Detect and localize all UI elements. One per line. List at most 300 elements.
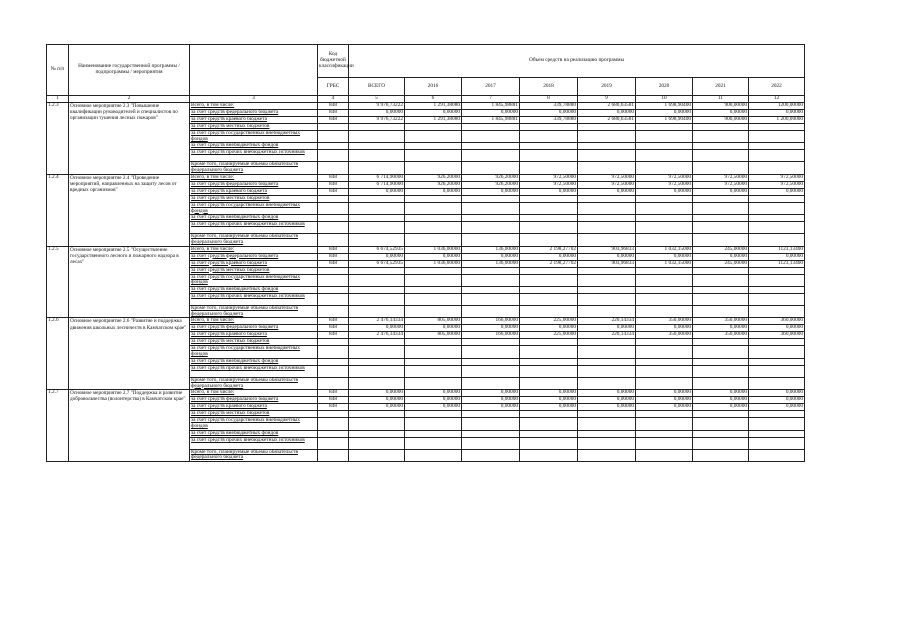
amount-cell bbox=[693, 162, 749, 174]
amount-cell bbox=[636, 124, 693, 131]
activity-index: 1.2.7 bbox=[47, 390, 69, 462]
amount-cell bbox=[749, 294, 805, 306]
amount-cell bbox=[520, 358, 578, 365]
grbs-code-cell bbox=[318, 150, 349, 162]
amount-cell: 0,00000 bbox=[349, 390, 405, 397]
amount-cell bbox=[462, 215, 520, 222]
amount-cell bbox=[578, 377, 636, 389]
amount-cell bbox=[462, 430, 520, 437]
amount-cell bbox=[520, 234, 578, 246]
amount-cell: 245,00000 bbox=[693, 260, 749, 267]
column-number-cell: 8 bbox=[520, 96, 578, 103]
amount-cell bbox=[405, 430, 462, 437]
grbs-code-cell bbox=[318, 124, 349, 131]
grbs-code-cell bbox=[318, 267, 349, 274]
amount-cell: 6 714,90000 bbox=[349, 174, 405, 181]
funding-source-label: за счет средств краевого бюджета bbox=[190, 117, 318, 124]
grbs-code-cell: 848 bbox=[318, 117, 349, 124]
amount-cell: 0,00000 bbox=[578, 188, 636, 195]
amount-cell: 0,00000 bbox=[693, 188, 749, 195]
amount-cell bbox=[693, 143, 749, 150]
amount-cell: 805,00000 bbox=[405, 332, 462, 339]
header-year-2020: 2020 bbox=[636, 78, 693, 96]
amount-cell bbox=[405, 437, 462, 449]
amount-cell: 350,00000 bbox=[693, 332, 749, 339]
header-volume: Объем средств на реализацию программы bbox=[349, 45, 805, 78]
funding-source-label: Кроме того, планируемые объемы обязательств федерального бюджета bbox=[190, 306, 318, 318]
amount-cell: 972,50000 bbox=[520, 181, 578, 188]
amount-cell bbox=[349, 411, 405, 418]
amount-cell bbox=[636, 306, 693, 318]
grbs-code-cell: 848 bbox=[318, 390, 349, 397]
amount-cell: 0,00000 bbox=[462, 397, 520, 404]
funding-source-label: за счет средств прочих внебюджетных источников bbox=[190, 150, 318, 162]
amount-cell bbox=[636, 437, 693, 449]
amount-cell: 350,00000 bbox=[636, 332, 693, 339]
amount-cell bbox=[462, 377, 520, 389]
grbs-code-cell bbox=[318, 365, 349, 377]
funding-source-label: за счет средств государственных внебюджетных фондов bbox=[190, 131, 318, 143]
amount-cell bbox=[462, 358, 520, 365]
amount-cell: 9 976,73222 bbox=[349, 117, 405, 124]
funding-source-label: Всего, в том числе: bbox=[190, 174, 318, 181]
amount-cell bbox=[749, 274, 805, 286]
grbs-code-cell: 848 bbox=[318, 188, 349, 195]
grbs-code-cell bbox=[318, 287, 349, 294]
amount-cell bbox=[520, 131, 578, 143]
grbs-code-cell bbox=[318, 346, 349, 358]
grbs-code-cell bbox=[318, 195, 349, 202]
funding-source-label: за счет средств внебюджетных фондов bbox=[190, 358, 318, 365]
funding-source-label: за счет средств федерального бюджета bbox=[190, 110, 318, 117]
amount-cell: 1123,13400 bbox=[749, 246, 805, 253]
amount-cell bbox=[462, 131, 520, 143]
amount-cell bbox=[405, 306, 462, 318]
amount-cell bbox=[636, 222, 693, 234]
funding-source-label: за счет средств внебюджетных фондов bbox=[190, 143, 318, 150]
amount-cell: 0,00000 bbox=[749, 390, 805, 397]
amount-cell bbox=[749, 437, 805, 449]
amount-cell: 972,50000 bbox=[749, 181, 805, 188]
amount-cell bbox=[349, 267, 405, 274]
funding-source-label: Всего, в том числе: bbox=[190, 318, 318, 325]
amount-cell bbox=[636, 274, 693, 286]
amount-cell bbox=[520, 294, 578, 306]
activity-index: 1.2.6 bbox=[47, 318, 69, 390]
amount-cell bbox=[520, 411, 578, 418]
amount-cell bbox=[578, 430, 636, 437]
funding-source-label: Всего, в том числе: bbox=[190, 246, 318, 253]
amount-cell bbox=[636, 377, 693, 389]
amount-cell bbox=[520, 339, 578, 346]
amount-cell: 972,50000 bbox=[520, 174, 578, 181]
amount-cell bbox=[693, 202, 749, 214]
activity-index: 1.2.5 bbox=[47, 246, 69, 318]
amount-cell: 1 845,98881 bbox=[462, 103, 520, 110]
amount-cell bbox=[462, 418, 520, 430]
amount-cell bbox=[636, 339, 693, 346]
grbs-code-cell: 848 bbox=[318, 404, 349, 411]
amount-cell bbox=[462, 222, 520, 234]
amount-cell bbox=[636, 150, 693, 162]
amount-cell: 1 845,98881 bbox=[462, 117, 520, 124]
amount-cell bbox=[636, 267, 693, 274]
amount-cell bbox=[520, 346, 578, 358]
amount-cell: 245,00000 bbox=[693, 246, 749, 253]
amount-cell: 972,50000 bbox=[749, 174, 805, 181]
grbs-code-cell: 848 bbox=[318, 174, 349, 181]
amount-cell bbox=[405, 358, 462, 365]
amount-cell bbox=[693, 150, 749, 162]
amount-cell bbox=[520, 437, 578, 449]
funding-source-label: за счет средств внебюджетных фондов bbox=[190, 287, 318, 294]
amount-cell bbox=[349, 294, 405, 306]
funding-source-label: за счет средств прочих внебюджетных источников bbox=[190, 437, 318, 449]
activity-name: Основное мероприятие 2.5 "Осуществление государственного лесного и пожарного надзора в лесах" bbox=[69, 246, 190, 318]
amount-cell bbox=[578, 437, 636, 449]
funding-source-label: за счет средств государственных внебюджетных фондов bbox=[190, 202, 318, 214]
funding-source-label: за счет средств местных бюджетов bbox=[190, 124, 318, 131]
funding-source-label: Кроме того, планируемые объемы обязательств федерального бюджета bbox=[190, 234, 318, 246]
amount-cell bbox=[462, 365, 520, 377]
amount-cell bbox=[520, 377, 578, 389]
amount-cell: 1123,13400 bbox=[749, 260, 805, 267]
amount-cell bbox=[349, 124, 405, 131]
amount-cell bbox=[636, 215, 693, 222]
amount-cell bbox=[578, 418, 636, 430]
amount-cell bbox=[636, 287, 693, 294]
header-year-2019: 2019 bbox=[578, 78, 636, 96]
amount-cell bbox=[578, 150, 636, 162]
amount-cell: 0,00000 bbox=[578, 397, 636, 404]
amount-cell bbox=[520, 124, 578, 131]
amount-cell bbox=[693, 377, 749, 389]
funding-source-label: за счет средств краевого бюджета bbox=[190, 404, 318, 411]
amount-cell bbox=[578, 365, 636, 377]
header-year-2016: 2016 bbox=[405, 78, 462, 96]
amount-cell bbox=[405, 339, 462, 346]
grbs-code-cell: 848 bbox=[318, 397, 349, 404]
amount-cell: 0,00000 bbox=[636, 253, 693, 260]
amount-cell bbox=[405, 287, 462, 294]
grbs-code-cell: 848 bbox=[318, 103, 349, 110]
amount-cell bbox=[520, 267, 578, 274]
amount-cell bbox=[405, 449, 462, 461]
amount-cell: 350,00000 bbox=[693, 318, 749, 325]
amount-cell: 0,00000 bbox=[749, 253, 805, 260]
funding-source-label: Кроме того, планируемые объемы обязательств федерального бюджета bbox=[190, 162, 318, 174]
amount-cell: 0,00000 bbox=[520, 253, 578, 260]
amount-cell bbox=[462, 162, 520, 174]
amount-cell: 0,00000 bbox=[636, 397, 693, 404]
activity-index: 1.2.3 bbox=[47, 103, 69, 175]
amount-cell bbox=[749, 162, 805, 174]
amount-cell: 0,00000 bbox=[405, 253, 462, 260]
funding-source-label: за счет средств местных бюджетов bbox=[190, 411, 318, 418]
amount-cell bbox=[405, 234, 462, 246]
grbs-code-cell: 848 bbox=[318, 253, 349, 260]
amount-cell bbox=[578, 143, 636, 150]
amount-cell bbox=[578, 411, 636, 418]
amount-cell bbox=[749, 306, 805, 318]
amount-cell: 926,20000 bbox=[462, 174, 520, 181]
amount-cell: 1 200,00000 bbox=[749, 117, 805, 124]
amount-cell bbox=[749, 150, 805, 162]
grbs-code-cell: 848 bbox=[318, 110, 349, 117]
amount-cell bbox=[462, 124, 520, 131]
amount-cell bbox=[349, 143, 405, 150]
amount-cell bbox=[636, 430, 693, 437]
amount-cell bbox=[749, 411, 805, 418]
grbs-code-cell bbox=[318, 377, 349, 389]
activity-name: Основное мероприятие 2.4 "Проведение мероприятий, направленных на защиту лесов от вредных организмов" bbox=[69, 174, 190, 246]
activity-name: Основное мероприятие 2.6 "Развитие и поддержка движения школьных лесничеств в Камчатском крае" bbox=[69, 318, 190, 390]
amount-cell bbox=[749, 377, 805, 389]
amount-cell bbox=[462, 346, 520, 358]
amount-cell bbox=[636, 162, 693, 174]
amount-cell bbox=[693, 215, 749, 222]
column-number-cell: 3 bbox=[190, 96, 318, 103]
amount-cell bbox=[405, 131, 462, 143]
amount-cell: 0,00000 bbox=[462, 390, 520, 397]
amount-cell bbox=[349, 274, 405, 286]
amount-cell bbox=[693, 306, 749, 318]
amount-cell: 926,20000 bbox=[462, 181, 520, 188]
amount-cell bbox=[405, 124, 462, 131]
amount-cell bbox=[349, 131, 405, 143]
amount-cell: 0,00000 bbox=[693, 253, 749, 260]
amount-cell: 0,00000 bbox=[462, 325, 520, 332]
column-number-cell: 12 bbox=[749, 96, 805, 103]
amount-cell bbox=[749, 346, 805, 358]
amount-cell bbox=[749, 267, 805, 274]
grbs-code-cell bbox=[318, 222, 349, 234]
amount-cell bbox=[462, 150, 520, 162]
amount-cell bbox=[462, 202, 520, 214]
amount-cell bbox=[462, 234, 520, 246]
amount-cell: 0,00000 bbox=[636, 404, 693, 411]
amount-cell: 166,00000 bbox=[462, 332, 520, 339]
amount-cell bbox=[349, 150, 405, 162]
grbs-code-cell: 848 bbox=[318, 246, 349, 253]
amount-cell bbox=[405, 162, 462, 174]
grbs-code-cell bbox=[318, 294, 349, 306]
activity-name: Основное мероприятие 2.7 "Поддержка и развитие добровольчества (волонтерства) в Камчатском крае" bbox=[69, 390, 190, 462]
funding-source-label: за счет средств краевого бюджета bbox=[190, 188, 318, 195]
amount-cell: 1 036,00000 bbox=[405, 260, 462, 267]
amount-cell bbox=[636, 346, 693, 358]
amount-cell bbox=[749, 131, 805, 143]
amount-cell bbox=[349, 234, 405, 246]
funding-source-label: Кроме того, планируемые объемы обязательств федерального бюджета bbox=[190, 449, 318, 461]
amount-cell: 1 698,90400 bbox=[636, 103, 693, 110]
amount-cell bbox=[349, 418, 405, 430]
amount-cell bbox=[405, 267, 462, 274]
amount-cell bbox=[405, 215, 462, 222]
amount-cell: 0,00000 bbox=[520, 188, 578, 195]
amount-cell: 926,20000 bbox=[405, 174, 462, 181]
amount-cell bbox=[405, 411, 462, 418]
amount-cell: 2 680,63581 bbox=[578, 103, 636, 110]
funding-source-label: за счет средств федерального бюджета bbox=[190, 325, 318, 332]
amount-cell bbox=[405, 143, 462, 150]
amount-cell bbox=[693, 346, 749, 358]
amount-cell bbox=[749, 124, 805, 131]
amount-cell: 0,00000 bbox=[462, 253, 520, 260]
amount-cell bbox=[693, 195, 749, 202]
amount-cell bbox=[520, 150, 578, 162]
amount-cell bbox=[349, 358, 405, 365]
amount-cell bbox=[636, 411, 693, 418]
amount-cell bbox=[405, 202, 462, 214]
grbs-code-cell bbox=[318, 430, 349, 437]
header-name: Наименование государственной программы / подпрограммы / мероприятия bbox=[69, 45, 190, 96]
amount-cell: 903,96833 bbox=[578, 260, 636, 267]
column-number-cell: 9 bbox=[578, 96, 636, 103]
amount-cell: 0,00000 bbox=[405, 404, 462, 411]
amount-cell bbox=[749, 430, 805, 437]
amount-cell bbox=[693, 222, 749, 234]
amount-cell bbox=[405, 150, 462, 162]
funding-source-label: за счет средств прочих внебюджетных источников bbox=[190, 365, 318, 377]
amount-cell: 1 032,15000 bbox=[636, 246, 693, 253]
grbs-code-cell bbox=[318, 306, 349, 318]
amount-cell: 360,00000 bbox=[749, 332, 805, 339]
funding-source-label: Всего, в том числе: bbox=[190, 103, 318, 110]
amount-cell bbox=[578, 162, 636, 174]
amount-cell bbox=[405, 274, 462, 286]
amount-cell: 0,00000 bbox=[636, 325, 693, 332]
funding-source-label: за счет средств краевого бюджета bbox=[190, 332, 318, 339]
amount-cell bbox=[405, 195, 462, 202]
amount-cell bbox=[520, 306, 578, 318]
amount-cell bbox=[462, 143, 520, 150]
amount-cell bbox=[749, 449, 805, 461]
amount-cell bbox=[693, 294, 749, 306]
amount-cell: 2 680,63581 bbox=[578, 117, 636, 124]
funding-source-label: за счет средств краевого бюджета bbox=[190, 260, 318, 267]
amount-cell: 166,00000 bbox=[462, 318, 520, 325]
grbs-code-cell: 848 bbox=[318, 260, 349, 267]
amount-cell: 0,00000 bbox=[405, 188, 462, 195]
amount-cell bbox=[578, 274, 636, 286]
amount-cell: 1 036,00000 bbox=[405, 246, 462, 253]
amount-cell bbox=[693, 287, 749, 294]
grbs-code-cell: 848 bbox=[318, 181, 349, 188]
grbs-code-cell bbox=[318, 202, 349, 214]
amount-cell bbox=[636, 358, 693, 365]
amount-cell bbox=[462, 267, 520, 274]
amount-cell bbox=[693, 339, 749, 346]
amount-cell: 1200,00000 bbox=[749, 103, 805, 110]
amount-cell bbox=[349, 449, 405, 461]
amount-cell: 1 291,38080 bbox=[405, 103, 462, 110]
column-number-cell: 5 bbox=[349, 96, 405, 103]
amount-cell bbox=[693, 437, 749, 449]
amount-cell: 0,00000 bbox=[462, 110, 520, 117]
grbs-code-cell bbox=[318, 411, 349, 418]
amount-cell bbox=[749, 339, 805, 346]
funding-source-label: за счет средств местных бюджетов bbox=[190, 339, 318, 346]
grbs-code-cell: 848 bbox=[318, 325, 349, 332]
amount-cell: 0,00000 bbox=[636, 110, 693, 117]
amount-cell bbox=[636, 202, 693, 214]
funding-source-label: за счет средств федерального бюджета bbox=[190, 181, 318, 188]
amount-cell bbox=[349, 346, 405, 358]
amount-cell bbox=[520, 215, 578, 222]
amount-cell: 1 291,38080 bbox=[405, 117, 462, 124]
amount-cell bbox=[462, 287, 520, 294]
amount-cell: 6 714,90000 bbox=[349, 181, 405, 188]
header-index: № п/п bbox=[47, 45, 69, 96]
amount-cell: 0,00000 bbox=[636, 188, 693, 195]
amount-cell bbox=[349, 195, 405, 202]
funding-source-label: за счет средств государственных внебюджетных фондов bbox=[190, 418, 318, 430]
grbs-code-cell bbox=[318, 418, 349, 430]
amount-cell bbox=[405, 365, 462, 377]
column-number-cell: 2 bbox=[69, 96, 190, 103]
amount-cell bbox=[693, 358, 749, 365]
amount-cell bbox=[520, 365, 578, 377]
amount-cell bbox=[462, 339, 520, 346]
amount-cell bbox=[349, 215, 405, 222]
grbs-code-cell bbox=[318, 339, 349, 346]
amount-cell: 6 674,52935 bbox=[349, 260, 405, 267]
amount-cell bbox=[693, 234, 749, 246]
amount-cell bbox=[578, 202, 636, 214]
amount-cell: 0,00000 bbox=[405, 397, 462, 404]
funding-source-label: за счет средств федерального бюджета bbox=[190, 397, 318, 404]
amount-cell: 0,00000 bbox=[578, 390, 636, 397]
grbs-code-cell bbox=[318, 143, 349, 150]
amount-cell bbox=[578, 215, 636, 222]
amount-cell bbox=[636, 418, 693, 430]
amount-cell: 0,00000 bbox=[636, 390, 693, 397]
amount-cell bbox=[578, 346, 636, 358]
amount-cell: 0,00000 bbox=[578, 110, 636, 117]
grbs-code-cell bbox=[318, 215, 349, 222]
amount-cell bbox=[349, 222, 405, 234]
grbs-code-cell bbox=[318, 274, 349, 286]
amount-cell bbox=[749, 195, 805, 202]
amount-cell bbox=[520, 430, 578, 437]
amount-cell: 0,00000 bbox=[405, 110, 462, 117]
amount-cell: 0,00000 bbox=[578, 404, 636, 411]
amount-cell bbox=[349, 162, 405, 174]
amount-cell: 0,00000 bbox=[520, 397, 578, 404]
amount-cell bbox=[636, 234, 693, 246]
funding-source-label: за счет средств прочих внебюджетных источников bbox=[190, 294, 318, 306]
grbs-code-cell bbox=[318, 131, 349, 143]
amount-cell bbox=[520, 449, 578, 461]
header-empty bbox=[190, 45, 318, 96]
budget-table-page bbox=[46, 44, 804, 462]
amount-cell: 0,00000 bbox=[520, 404, 578, 411]
amount-cell: 926,20000 bbox=[405, 181, 462, 188]
amount-cell: 0,00000 bbox=[349, 188, 405, 195]
amount-cell bbox=[520, 162, 578, 174]
column-number-cell: 11 bbox=[693, 96, 749, 103]
amount-cell bbox=[749, 202, 805, 214]
amount-cell bbox=[578, 124, 636, 131]
amount-cell bbox=[462, 437, 520, 449]
amount-cell bbox=[578, 339, 636, 346]
amount-cell bbox=[520, 222, 578, 234]
amount-cell bbox=[405, 346, 462, 358]
amount-cell bbox=[349, 377, 405, 389]
grbs-code-cell bbox=[318, 437, 349, 449]
amount-cell: 225,00000 bbox=[520, 318, 578, 325]
